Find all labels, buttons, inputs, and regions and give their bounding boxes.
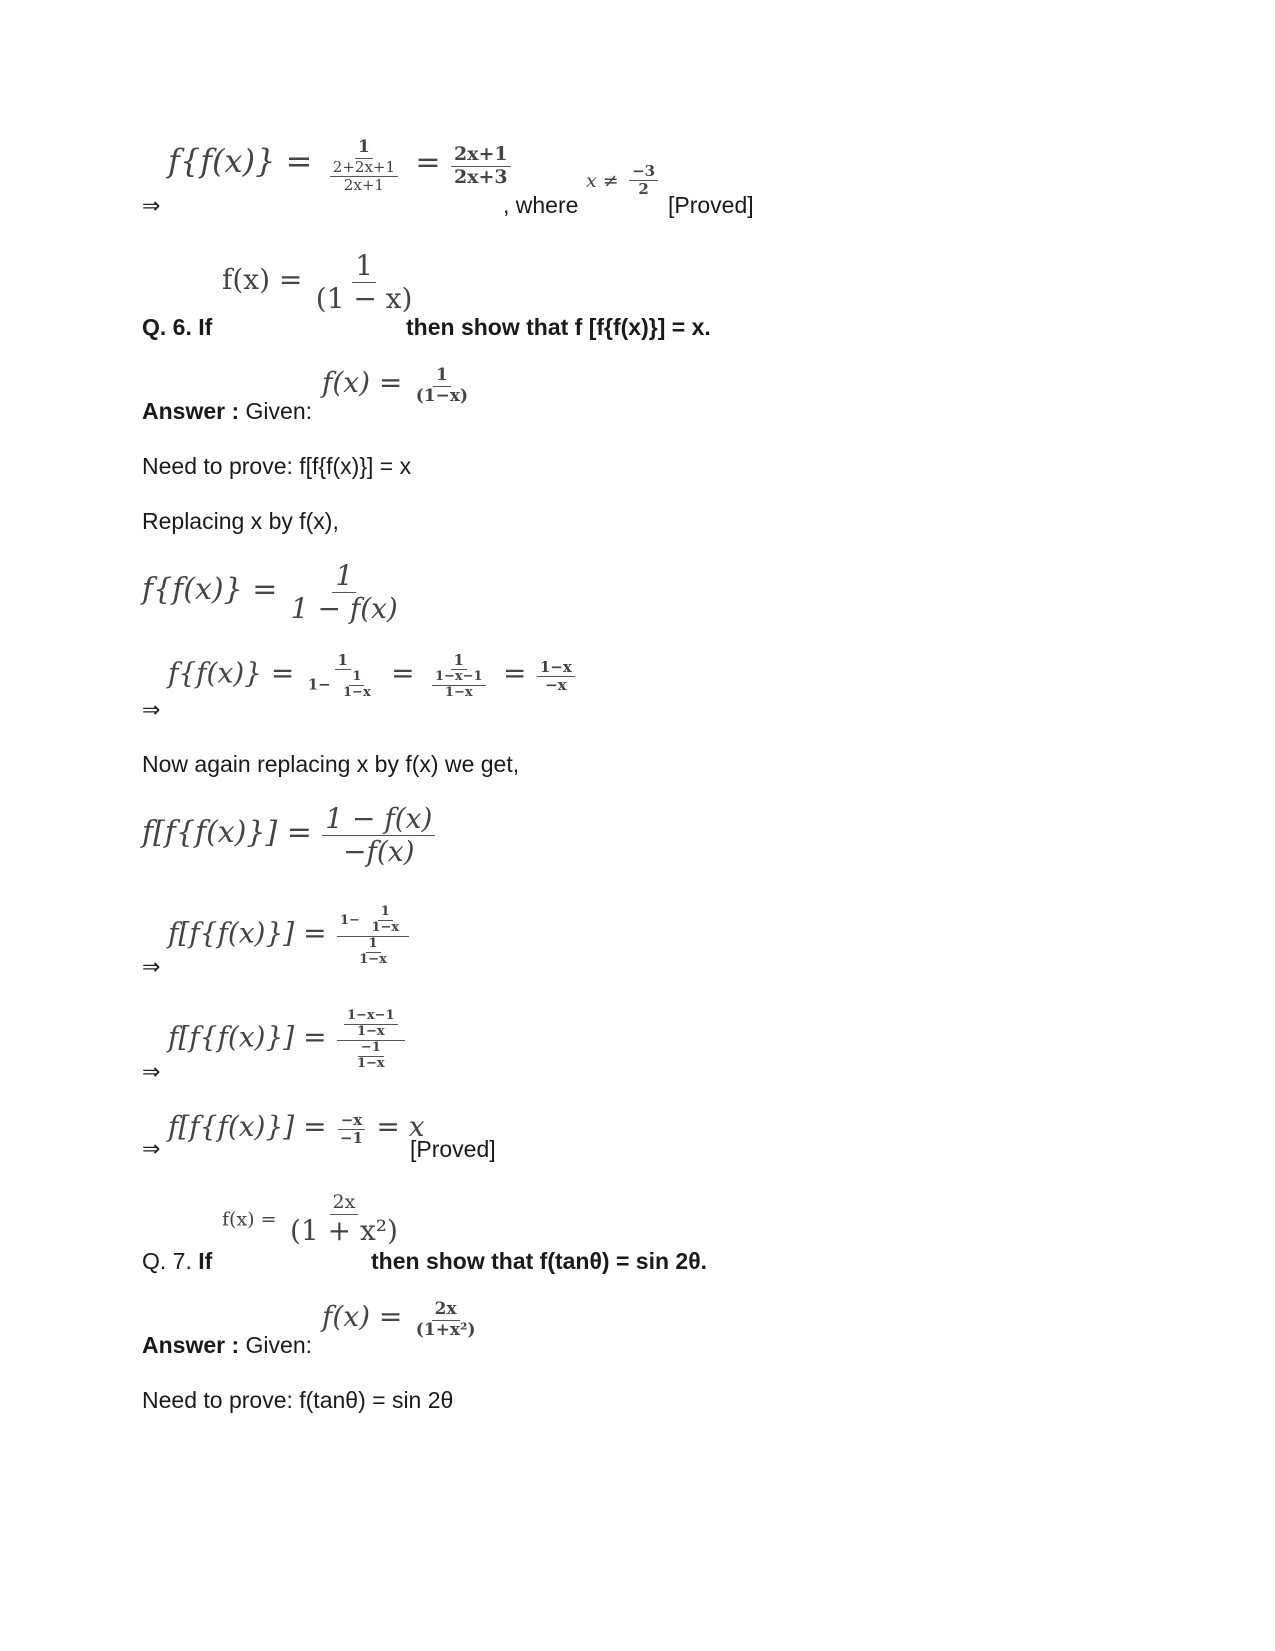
eq1-frac-a-den	[323, 159, 405, 195]
proved-tag-1: [Proved]	[668, 192, 754, 218]
eq1-equals: =	[415, 145, 441, 181]
q6-num: 1	[352, 250, 376, 283]
eq3-b-nested-den: 1−x	[444, 685, 473, 701]
a7-num: 2x	[432, 1300, 460, 1321]
eq5-den	[349, 937, 397, 968]
eq6-den	[347, 1041, 395, 1072]
need-to-prove-7: Need to prove: f(tanθ) = sin 2θ	[142, 1387, 454, 1413]
eq3-c-den: −x	[545, 676, 567, 695]
eq5-num	[337, 905, 409, 937]
eq6-num-nested-num: 1−x−1	[344, 1009, 398, 1025]
eq3-fraction-a	[305, 652, 381, 701]
eq1-nested-den: 2x+1	[343, 175, 384, 194]
q6-den: (1 − x)	[315, 282, 413, 316]
implies-arrow: ⇒	[142, 1060, 161, 1085]
q6-fx: f(x) =	[222, 262, 303, 296]
eq2-num: 1	[332, 560, 356, 593]
eq2-den: 1 − f(x)	[290, 592, 398, 626]
given-label: Given:	[245, 398, 313, 424]
equation-line-1	[168, 138, 515, 194]
replacing-text-2: Now again replacing x by f(x) we get,	[142, 751, 520, 777]
eq3-fraction-c	[537, 659, 575, 695]
eq5-num-nested	[368, 905, 402, 936]
eq6-num-nested	[344, 1009, 398, 1040]
answer-label: Answer :	[142, 1332, 240, 1358]
eq4-lhs: f[f{f(x)}] =	[142, 814, 312, 850]
eq5-den-nested-num: 1	[366, 937, 381, 953]
eq3-a-nested-num: 1	[349, 670, 364, 686]
condition	[586, 163, 662, 199]
a7-fraction	[413, 1300, 479, 1340]
eq3-a-den-prefix: 1−	[307, 675, 331, 694]
eq1-nested-fraction	[330, 159, 398, 195]
eq4-den: −f(x)	[343, 835, 415, 869]
answer-6-formula	[322, 366, 475, 406]
question-6-text: then show that f [f{f(x)}] = x.	[406, 314, 711, 340]
eq4-num: 1 − f(x)	[322, 803, 435, 836]
eq3-b-num: 1	[451, 652, 467, 670]
eq1-frac-a-num: 1	[355, 138, 373, 159]
a6-den: (1−x)	[415, 385, 469, 406]
equation-line-4	[142, 803, 439, 868]
q7-den: (1 + x²)	[289, 1213, 398, 1247]
q7-fx: f(x) =	[222, 1208, 277, 1231]
q7-number: Q. 7.	[142, 1248, 192, 1274]
condition-den: 2	[638, 180, 649, 199]
condition-fraction	[629, 163, 658, 199]
a6-fx: f(x) =	[322, 366, 403, 400]
implies-arrow: ⇒	[142, 698, 161, 723]
equation-line-5	[168, 905, 413, 968]
condition-num: −3	[629, 163, 658, 181]
eq5-den-nested-den: 1−x	[359, 951, 387, 967]
answer-6-line	[142, 398, 312, 425]
a6-num: 1	[433, 366, 451, 387]
eq7-lhs: f[f{f(x)}] =	[168, 1110, 327, 1143]
eq4-fraction	[322, 803, 435, 868]
eq3-a-nested	[340, 670, 374, 701]
q6-fraction	[313, 250, 416, 315]
implies-arrow: ⇒	[142, 1137, 161, 1162]
eq6-den-nested	[354, 1041, 388, 1072]
eq3-a-num: 1	[335, 652, 351, 670]
eq2-lhs: f{f(x)} =	[142, 571, 278, 607]
eq6-num-nested-den: 1−x	[356, 1023, 385, 1039]
eq3-a-den	[305, 670, 381, 701]
eq1-lhs: f{f(x)} =	[168, 142, 313, 181]
implies-arrow: ⇒	[142, 194, 161, 219]
proved-tag-2: [Proved]	[410, 1136, 496, 1162]
given-label: Given:	[245, 1332, 313, 1358]
eq7-num: −x	[338, 1112, 366, 1130]
where-text: , where	[503, 192, 579, 218]
answer-7-line	[142, 1332, 312, 1359]
eq1-fraction-b	[451, 144, 511, 189]
eq6-den-nested-num: −1	[358, 1041, 384, 1057]
eq7-fraction	[337, 1112, 366, 1148]
eq1-nested-num: 2+2x+1	[330, 159, 398, 177]
eq3-fraction-b	[425, 652, 493, 701]
eq3-b-nested	[432, 670, 486, 701]
equation-line-3	[168, 652, 579, 701]
eq1-fraction-a	[323, 138, 405, 194]
q7-fraction	[287, 1192, 401, 1247]
eq2-fraction	[288, 560, 401, 625]
q7-num: 2x	[330, 1192, 359, 1215]
eq1-frac-b-num: 2x+1	[451, 144, 511, 167]
eq6-fraction	[337, 1009, 405, 1072]
eq3-equals-1: =	[391, 656, 415, 690]
condition-lhs: x ≠	[586, 169, 619, 192]
answer-label: Answer :	[142, 398, 240, 424]
question-6-label: Q. 6. If	[142, 314, 213, 340]
answer-7-formula	[322, 1300, 483, 1340]
question-7-text: then show that f(tanθ) = sin 2θ.	[371, 1248, 708, 1274]
a7-den: (1+x²)	[415, 1319, 476, 1340]
a6-fraction	[413, 366, 471, 406]
eq5-fraction	[337, 905, 409, 968]
eq5-num-prefix: 1−	[339, 912, 360, 928]
question-7-label	[142, 1248, 212, 1275]
equation-line-7	[168, 1110, 425, 1148]
implies-arrow: ⇒	[142, 955, 161, 980]
eq3-b-nested-num: 1−x−1	[432, 670, 486, 686]
eq6-num	[337, 1009, 405, 1041]
eq5-den-nested	[356, 937, 390, 968]
eq7-rhs: = x	[376, 1110, 425, 1143]
need-to-prove-6: Need to prove: f[f{f(x)}] = x	[142, 453, 412, 479]
eq7-den: −1	[339, 1129, 363, 1148]
question-7-formula	[222, 1192, 405, 1247]
eq3-equals-2: =	[502, 656, 527, 690]
eq3-c-num: 1−x	[537, 659, 575, 677]
eq3-lhs: f{f(x)} =	[168, 656, 295, 690]
question-6-formula	[222, 250, 419, 315]
eq6-lhs: f[f{f(x)}] =	[168, 1020, 327, 1054]
a7-fx: f(x) =	[322, 1300, 403, 1334]
eq5-num-nested-den: 1−x	[371, 919, 400, 935]
replacing-text-1: Replacing x by f(x),	[142, 508, 339, 534]
eq3-b-den	[425, 670, 493, 701]
eq1-frac-b-den: 2x+3	[453, 165, 508, 188]
equation-line-2	[142, 560, 405, 625]
eq6-den-nested-den: 1−x	[356, 1055, 385, 1071]
eq3-a-nested-den: 1−x	[343, 685, 371, 701]
eq5-num-nested-num: 1	[378, 905, 393, 921]
equation-line-6	[168, 1009, 409, 1072]
q7-if: If	[198, 1248, 213, 1274]
eq5-lhs: f[f{f(x)}] =	[168, 916, 327, 950]
